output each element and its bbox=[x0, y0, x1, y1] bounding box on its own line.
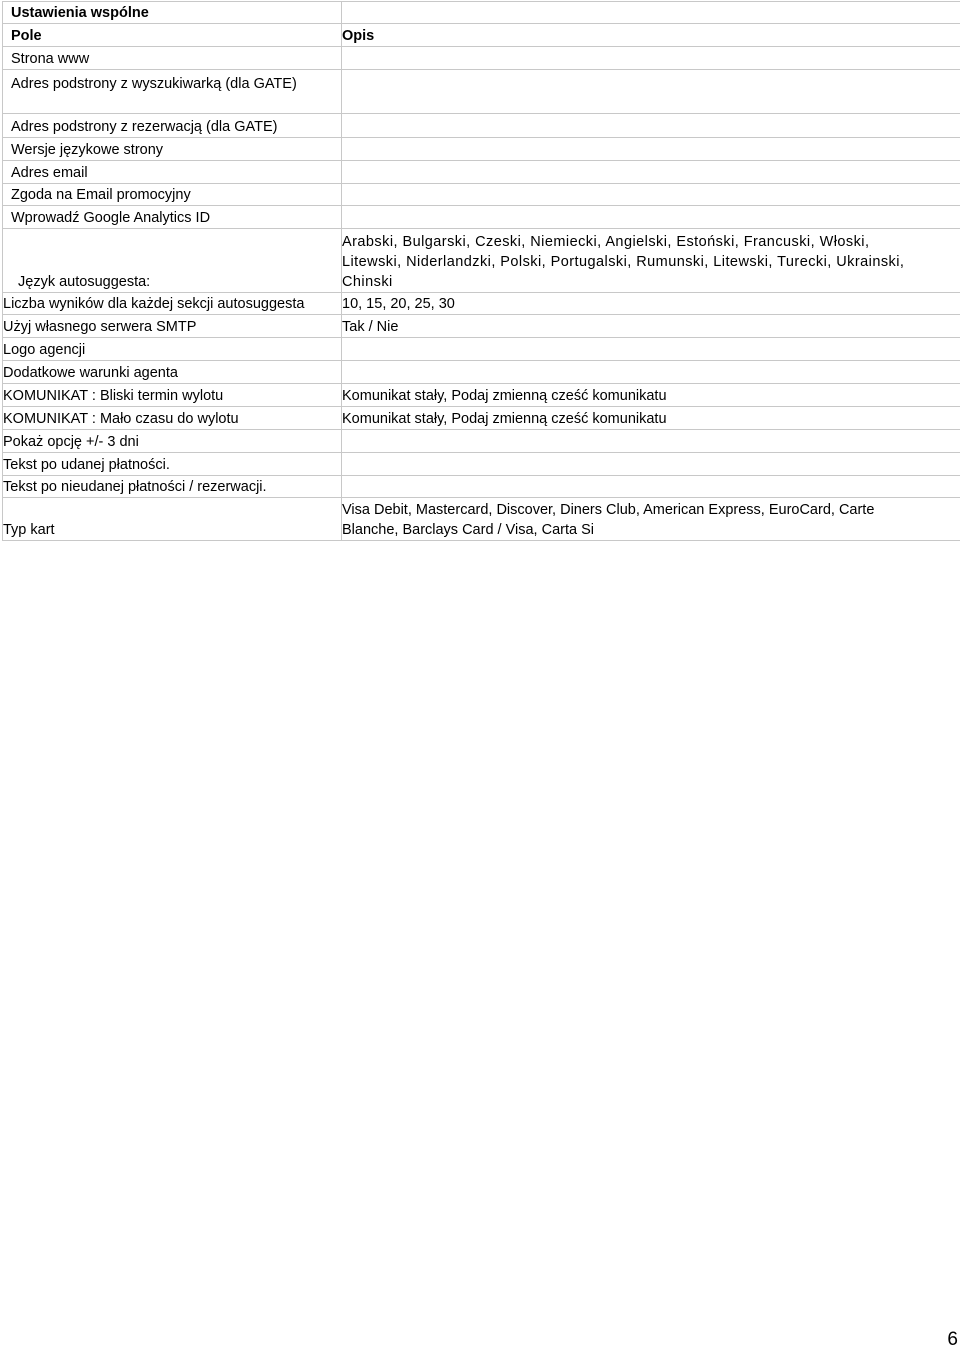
section-title-empty-cell bbox=[342, 2, 960, 24]
table-row bbox=[3, 229, 960, 293]
table-row bbox=[3, 384, 960, 407]
description-cell bbox=[342, 138, 960, 161]
table-row bbox=[3, 361, 960, 384]
description-line: Visa Debit, Mastercard, Discover, Diners Club, American Express, EuroCard, Carte bbox=[342, 502, 875, 518]
field-cell: Użyj własnego serwera SMTP bbox=[3, 315, 342, 338]
field-cell: Wersje językowe strony bbox=[3, 138, 342, 161]
description-cell bbox=[342, 361, 960, 384]
description-cell bbox=[342, 229, 960, 293]
description-cell: Komunikat stały, Podaj zmienną cześć komunikatu bbox=[342, 384, 960, 407]
table-row bbox=[3, 206, 960, 229]
column-header-field: Pole bbox=[3, 24, 342, 47]
table-row bbox=[3, 315, 960, 338]
page-number: 6 bbox=[947, 1329, 958, 1350]
description-cell bbox=[342, 498, 960, 541]
description-cell bbox=[342, 338, 960, 361]
field-cell: Strona www bbox=[3, 47, 342, 70]
field-cell: Wprowadź Google Analytics ID bbox=[3, 206, 342, 229]
field-cell: Język autosuggesta: bbox=[3, 229, 342, 293]
column-header-description: Opis bbox=[342, 24, 960, 47]
description-line: Litewski, Niderlandzki, Polski, Portugalski, Rumunski, Litewski, Turecki, Ukrainski, bbox=[342, 254, 905, 270]
description-cell bbox=[342, 114, 960, 138]
section-title: Ustawienia wspólne bbox=[3, 2, 342, 24]
description-line: Arabski, Bulgarski, Czeski, Niemiecki, Angielski, Estoński, Francuski, Włoski, bbox=[342, 234, 870, 250]
field-cell: KOMUNIKAT : Mało czasu do wylotu bbox=[3, 407, 342, 430]
table-row bbox=[3, 338, 960, 361]
description-cell bbox=[342, 453, 960, 476]
description-cell bbox=[342, 184, 960, 206]
description-cell: Komunikat stały, Podaj zmienną cześć komunikatu bbox=[342, 407, 960, 430]
field-cell: Dodatkowe warunki agenta bbox=[3, 361, 342, 384]
field-cell: Typ kart bbox=[3, 498, 342, 541]
table-row bbox=[3, 70, 960, 94]
description-cell bbox=[342, 47, 960, 70]
description-cell bbox=[342, 476, 960, 498]
description-cell bbox=[342, 161, 960, 184]
field-cell: Adres podstrony z wyszukiwarką (dla GATE) bbox=[3, 70, 342, 94]
settings-table bbox=[2, 1, 960, 541]
field-cell: Adres email bbox=[3, 161, 342, 184]
field-cell-spacer bbox=[3, 94, 342, 114]
field-cell: Pokaż opcję +/- 3 dni bbox=[3, 430, 342, 453]
table-row bbox=[3, 293, 960, 315]
table-row bbox=[3, 47, 960, 70]
table-row bbox=[3, 476, 960, 498]
description-line: Chinski bbox=[342, 274, 393, 290]
field-cell: Tekst po udanej płatności. bbox=[3, 453, 342, 476]
table-row bbox=[3, 2, 960, 24]
description-cell: Tak / Nie bbox=[342, 315, 960, 338]
field-cell: Liczba wyników dla każdej sekcji autosuggesta bbox=[3, 293, 342, 315]
description-line: Blanche, Barclays Card / Visa, Carta Si bbox=[342, 522, 594, 538]
description-cell bbox=[342, 70, 960, 114]
field-cell: KOMUNIKAT : Bliski termin wylotu bbox=[3, 384, 342, 407]
field-cell: Zgoda na Email promocyjny bbox=[3, 184, 342, 206]
table-row bbox=[3, 161, 960, 184]
table-row bbox=[3, 453, 960, 476]
table-row bbox=[3, 138, 960, 161]
table-row bbox=[3, 430, 960, 453]
description-cell bbox=[342, 430, 960, 453]
field-cell: Logo agencji bbox=[3, 338, 342, 361]
header-row bbox=[3, 24, 960, 47]
description-cell: 10, 15, 20, 25, 30 bbox=[342, 293, 960, 315]
table-row bbox=[3, 407, 960, 430]
table-row bbox=[3, 184, 960, 206]
field-cell: Adres podstrony z rezerwacją (dla GATE) bbox=[3, 114, 342, 138]
table-row bbox=[3, 114, 960, 138]
field-cell: Tekst po nieudanej płatności / rezerwacji. bbox=[3, 476, 342, 498]
table-row bbox=[3, 498, 960, 541]
description-cell bbox=[342, 206, 960, 229]
